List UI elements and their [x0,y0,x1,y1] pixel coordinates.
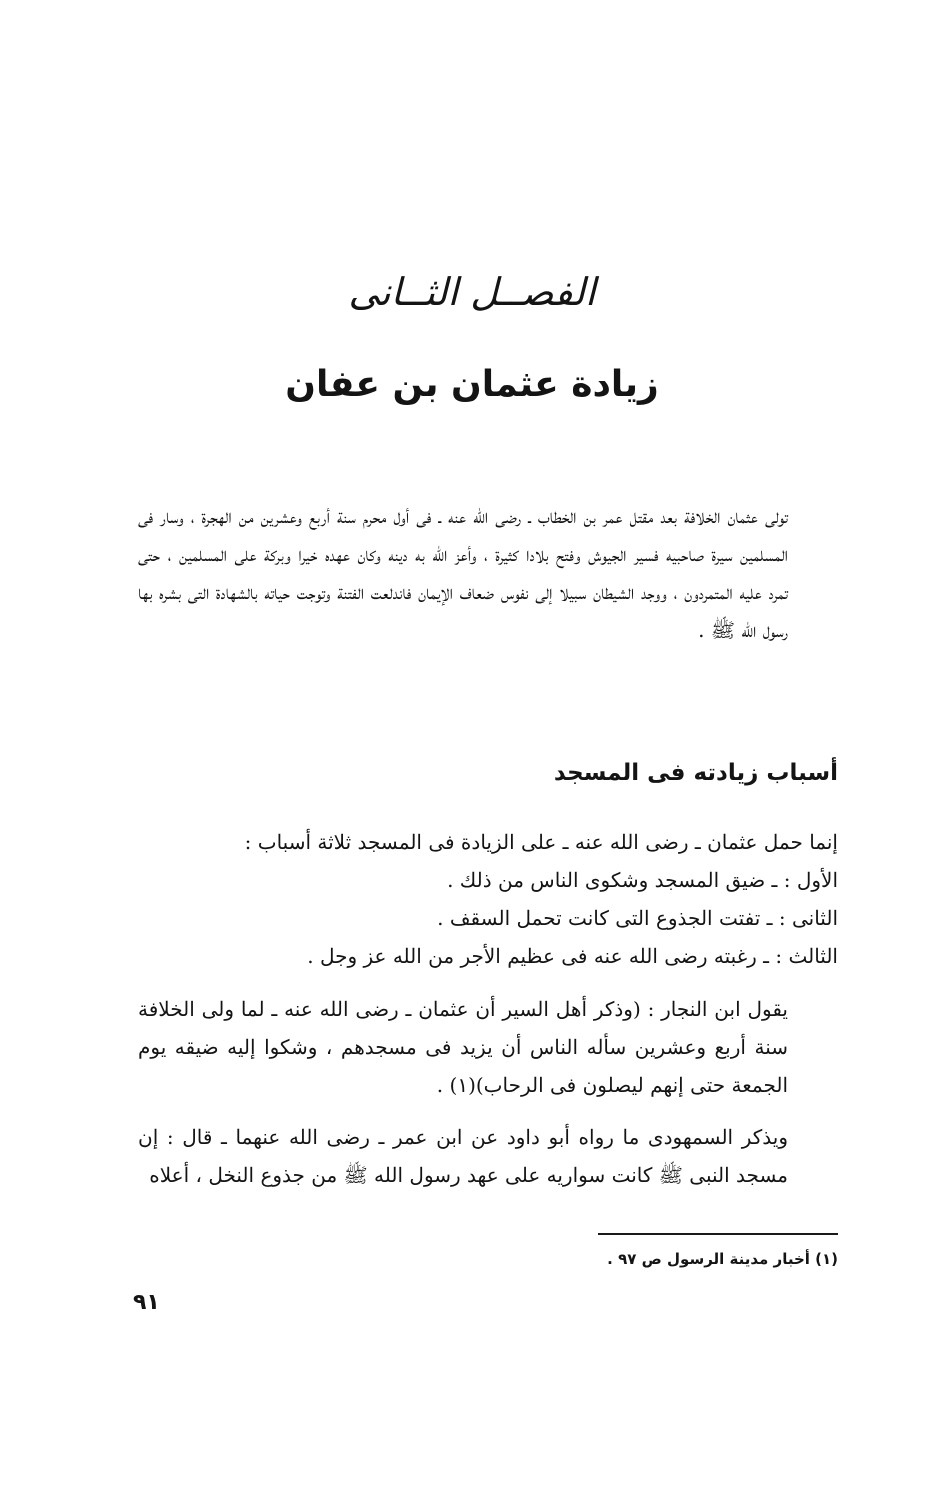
reason-item-3: الثالث : ـ رغبته رضى الله عنه فى عظيم الأجر من الله عز وجل . [307,944,838,968]
intro-paragraph [138,497,838,649]
reasons-lead: إنما حمل عثمان ـ رضى الله عنه ـ على الزيادة فى المسجد ثلاثة أسباب : [244,830,838,854]
samhoudi-text: ويذكر السمهودى ما رواه أبو داود عن ابن عمر ـ رضى الله عنهما ـ قال : إن مسجد النبى ﷺ كانت سواريه على عهد رسول الله ﷺ من جذوع النخل ، أعلاه [138,1125,788,1187]
footnote-divider [598,1233,838,1235]
ibn-najjar-paragraph [138,990,838,1104]
ibn-najjar-text: يقول ابن النجار : (وذكر أهل السير أن عثمان ـ رضى الله عنه ـ لما ولى الخلافة سنة أربع وعشرين سأله الناس أن يزيد فى مسجدهم ، وشكوا إليه ضيقه يوم الجمعة حتى إنهم ليصلون فى الرحاب)(١) . [138,997,788,1097]
reason-item-2: الثانى : ـ تفتت الجذوع التى كانت تحمل السقف . [437,906,838,930]
intro-text: تولى عثمان الخلافة بعد مقتل عمر بن الخطاب ـ رضى الله عنه ـ فى أول محرم سنة أربع وعشرين من الهجرة ، وسار فى المسلمين سيرة صاحبيه فسير الجيوش وفتح بلادا كثيرة ، وأعز الله به دينه وكان عهده خيرا وبركة على المسلمين ، حتى تمرد عليه المتمردون ، ووجد الشيطان سبيلا إلى نفوس ضعاف الإيمان فاندلعت الفتنة وتوجت حياته بالشهادة التى بشره بها رسول الله ﷺ . [138,504,788,642]
samhoudi-paragraph [138,1118,838,1194]
chapter-label: الفصــل الثــانى [348,270,596,314]
section-heading: أسباب زيادته فى المسجد [553,760,838,786]
reasons-list [138,823,838,975]
chapter-title: زيادة عثمان بن عفان [285,364,659,405]
footnote: (١) أخبار مدينة الرسول ص ٩٧ . [607,1250,838,1268]
page-number: ٩١ [133,1290,160,1315]
reason-item-1: الأول : ـ ضيق المسجد وشكوى الناس من ذلك . [447,868,838,892]
